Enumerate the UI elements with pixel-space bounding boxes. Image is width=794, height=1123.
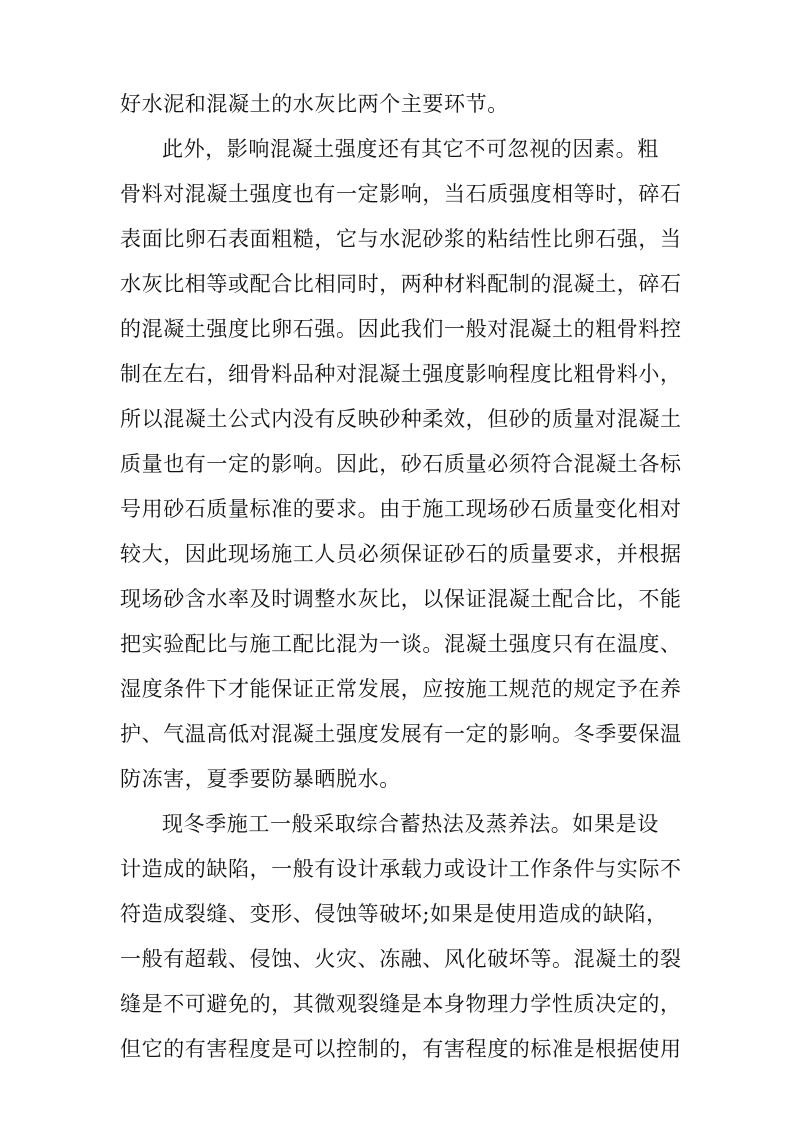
text-line: 但它的有害程度是可以控制的，有害程度的标准是根据使用 <box>120 1037 682 1061</box>
text-line: 缝是不可避免的，其微观裂缝是本身物理力学性质决定的， <box>120 992 682 1016</box>
text-line: 一般有超载、侵蚀、火灾、冻融、风化破坏等。混凝土的裂 <box>120 947 682 971</box>
paragraph-first-line: 现冬季施工一般采取综合蓄热法及蒸养法。如果是设 <box>162 812 659 836</box>
text-line: 较大，因此现场施工人员必须保证砂石的质量要求，并根据 <box>120 542 682 566</box>
text-line: 符造成裂缝、变形、侵蚀等破坏;如果是使用造成的缺陷， <box>120 902 668 926</box>
text-line: 好水泥和混凝土的水灰比两个主要环节。 <box>120 92 509 116</box>
text-line: 防冻害，夏季要防暴晒脱水。 <box>120 767 401 791</box>
text-line: 护、气温高低对混凝土强度发展有一定的影响。冬季要保温 <box>120 722 682 746</box>
text-line: 现场砂含水率及时调整水灰比，以保证混凝土配合比，不能 <box>120 587 682 611</box>
text-line: 质量也有一定的影响。因此，砂石质量必须符合混凝土各标 <box>120 452 682 476</box>
text-line: 所以混凝土公式内没有反映砂种柔效，但砂的质量对混凝土 <box>120 407 682 431</box>
text-line: 湿度条件下才能保证正常发展，应按施工规范的规定予在养 <box>120 677 682 701</box>
text-line: 的混凝土强度比卵石强。因此我们一般对混凝土的粗骨料控 <box>120 317 682 341</box>
text-line: 号用砂石质量标准的要求。由于施工现场砂石质量变化相对 <box>120 497 682 521</box>
paragraph-first-line: 此外，影响混凝土强度还有其它不可忽视的因素。粗 <box>162 137 659 161</box>
text-line: 骨料对混凝土强度也有一定影响，当石质强度相等时，碎石 <box>120 182 682 206</box>
text-line: 水灰比相等或配合比相同时，两种材料配制的混凝土，碎石 <box>120 272 682 296</box>
text-line: 把实验配比与施工配比混为一谈。混凝土强度只有在温度、 <box>120 632 682 656</box>
text-line: 计造成的缺陷，一般有设计承载力或设计工作条件与实际不 <box>120 857 682 881</box>
text-line: 表面比卵石表面粗糙，它与水泥砂浆的粘结性比卵石强，当 <box>120 227 682 251</box>
text-line: 制在左右，细骨料品种对混凝土强度影响程度比粗骨料小， <box>120 362 682 386</box>
